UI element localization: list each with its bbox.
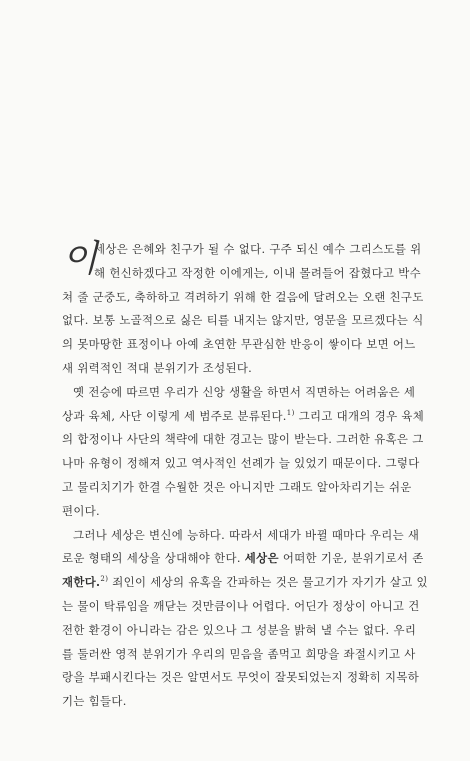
text-line: 새 위력적인 적대 분위기가 조성된다. <box>62 360 253 375</box>
paragraph-3-line-2 <box>62 547 424 571</box>
paragraph-1-line-4 <box>62 309 424 333</box>
text-line: 나마 유형이 정해져 있고 역사적인 선례가 늘 있었기 때문이다. 그렇다 <box>62 456 420 471</box>
text-line: 쳐 줄 군중도, 축하하고 격려하기 위해 한 걸음에 달려오는 오랜 친구도 <box>62 289 424 304</box>
paragraph-1-line-3 <box>62 286 424 310</box>
paragraph-2-line-3 <box>62 428 424 452</box>
paragraph-3-line-1 <box>62 524 420 548</box>
text-line: 그리고 대개의 경우 육체 <box>298 408 425 423</box>
text-line: 고 물리치기가 한결 수월한 것은 아니지만 그래도 알아차리기는 쉬운 <box>62 479 412 494</box>
text-line: 세상은 은혜와 친구가 될 수 없다. 구주 되신 예수 그리스도를 위 <box>94 242 422 256</box>
paragraph-3-line-5 <box>62 619 417 643</box>
text-line: 그러나 세상은 변신에 능하다. 따라서 세대가 바뀔 때마다 우리는 새 <box>73 527 420 542</box>
text-line: 해 헌신하겠다고 작정한 이에게는, 이내 몰려들어 잡혔다고 박수 <box>94 265 421 280</box>
drop-cap: 이 <box>62 237 99 280</box>
paragraph-2-line-6 <box>62 500 408 524</box>
paragraph-2-line-5 <box>62 476 412 500</box>
text-line: 상과 육체, 사단 이렇게 세 범주로 분류된다. <box>62 408 287 423</box>
text-line: 를 둘러싼 영적 분위기가 우리의 믿음을 좀먹고 희망을 좌절시키고 사 <box>62 646 416 661</box>
paragraph-2-line-2 <box>62 405 425 429</box>
paragraph-3-line-4 <box>62 595 420 619</box>
paragraph-2-line-4 <box>62 452 420 476</box>
bold-text: 재한다. <box>62 575 101 590</box>
paragraph-3-line-7 <box>62 666 420 690</box>
paragraph-1-line-2 <box>62 262 421 286</box>
paragraph-3-line-3 <box>62 571 428 595</box>
text-line: 편이다. <box>62 503 101 518</box>
text-line: 기는 힘들다. <box>62 694 127 709</box>
text-line: 랑을 부패시킨다는 것은 알면서도 무엇이 잘못되었는지 정확히 지목하 <box>62 670 420 685</box>
text-line: 없다. 보통 노골적으로 싫은 티를 내지는 않지만, 영문을 모르겠다는 식 <box>62 313 424 328</box>
footnote-marker: 1) <box>286 408 295 417</box>
text-line: 전한 환경이 아니라는 감은 있으나 그 성분을 밝혀 낼 수는 없다. 우리 <box>62 622 417 637</box>
bold-text: 세상은 <box>244 551 279 566</box>
text-line: 의 합정이나 사단의 책략에 대한 경고는 많이 받는다. 그러한 유혹은 그 <box>62 432 424 447</box>
body-text <box>62 237 428 714</box>
footnote-marker: 2) <box>100 575 109 584</box>
text-line: 는 물이 탁류임을 깨닫는 것만큼이나 어렵다. 어딘가 정상이 아니고 건 <box>62 598 420 613</box>
text-line: 로운 형태의 세상을 상대해야 한다. <box>62 551 241 566</box>
paragraph-1-line-5 <box>62 333 416 357</box>
paragraph-3-line-8 <box>62 690 408 714</box>
text-line: 죄인이 세상의 유혹을 간파하는 것은 물고기가 자기가 살고 있 <box>112 575 428 590</box>
paragraph-3-line-6 <box>62 643 416 667</box>
paragraph-2-line-1 <box>62 381 416 405</box>
text-line: 어떠한 기운, 분위기로서 존 <box>282 551 424 566</box>
text-line: 의 못마땅한 표정이나 아예 초연한 무관심한 반응이 쌓이다 보면 어느 <box>62 337 416 352</box>
text-line: 옛 전승에 따르면 우리가 신앙 생활을 하면서 직면하는 어려움은 세 <box>73 384 416 399</box>
paragraph-1-line-6 <box>62 357 408 381</box>
